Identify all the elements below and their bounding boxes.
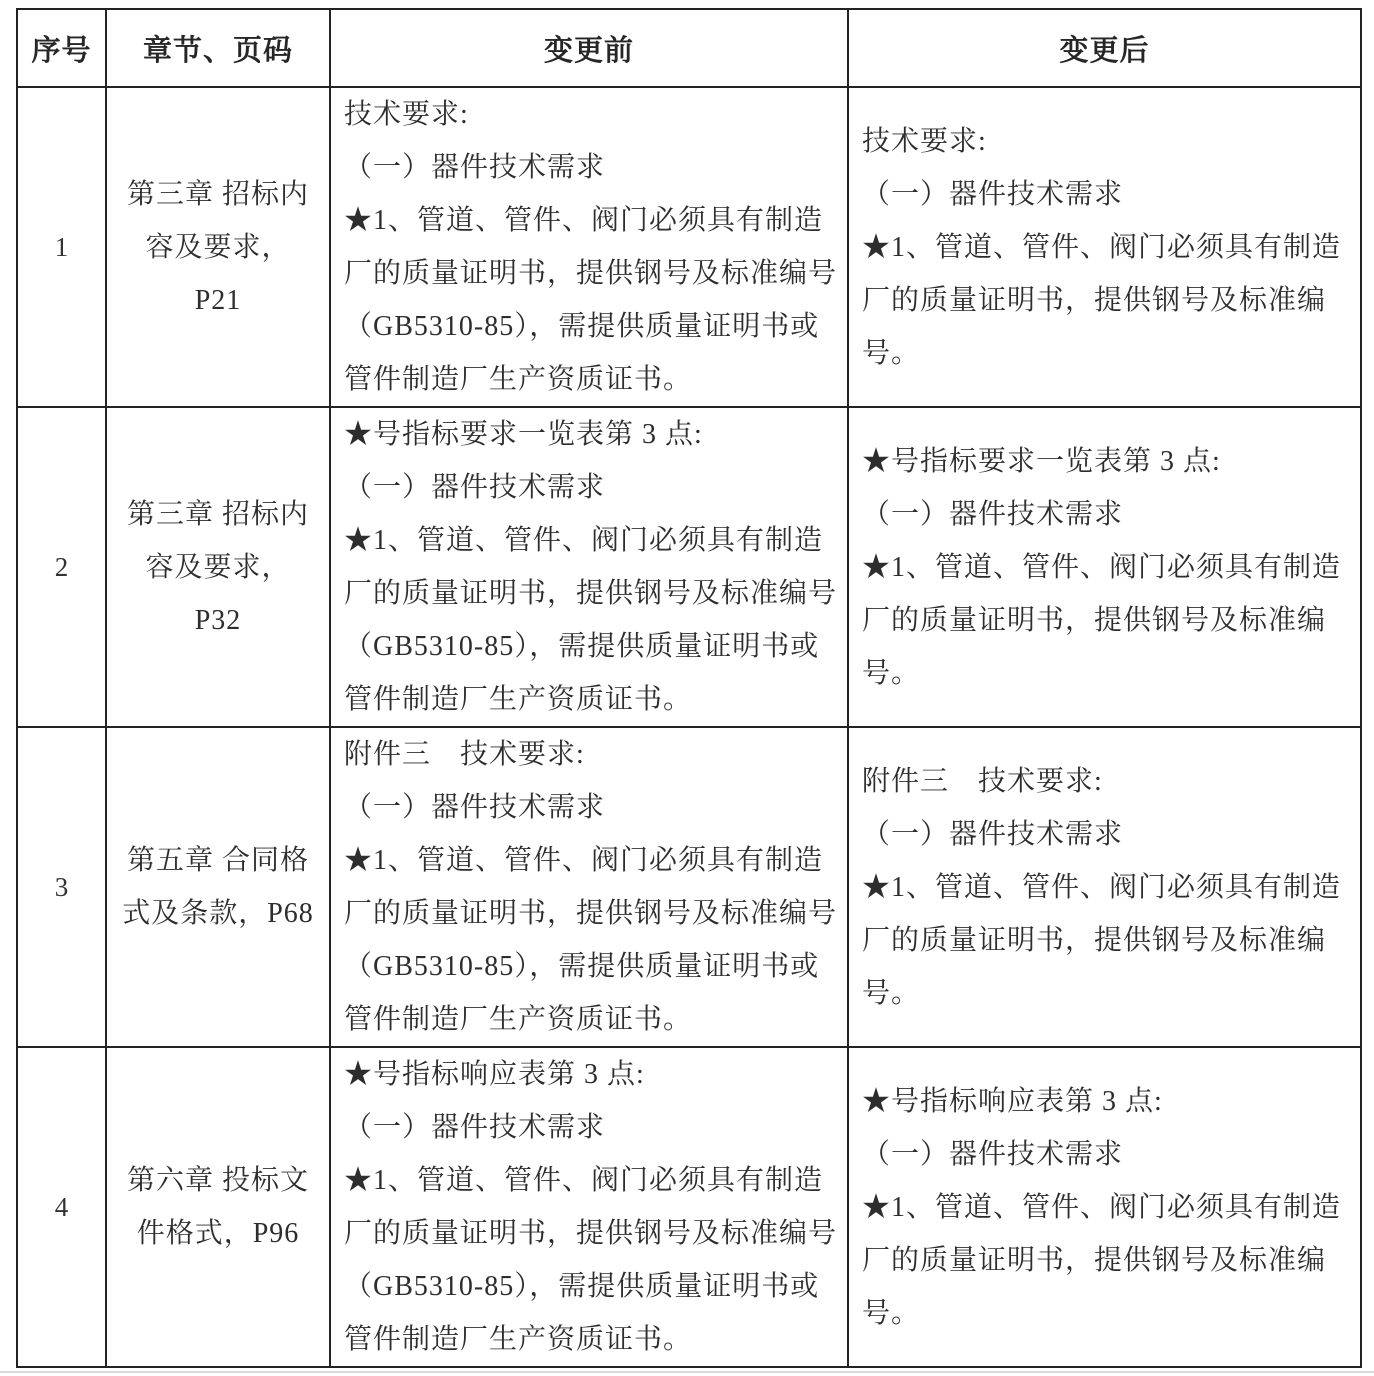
before-change-paragraph: （一）器件技术需求 <box>344 152 606 183</box>
chapter-page-line: P21 <box>194 284 242 316</box>
before-change-paragraph: ★号指标要求一览表第 3 点: <box>344 419 703 450</box>
header-chapter-page: 章节、页码 <box>106 9 330 87</box>
table-row <box>17 407 1361 727</box>
before-change-cell <box>330 727 848 1047</box>
before-change-paragraph: ★1、管道、管件、阀门必须具有制造厂的质量证明书，提供钢号及标准编号（GB5310-85），需提供质量证明书或管件制造厂生产资质证书。 <box>344 845 838 1035</box>
before-change-cell <box>330 1047 848 1367</box>
before-change-paragraph: （一）器件技术需求 <box>344 1112 606 1143</box>
chapter-page-cell <box>106 1047 330 1367</box>
row-number-cell: 2 <box>17 407 106 727</box>
before-change-paragraph: （一）器件技术需求 <box>344 472 606 503</box>
before-change-cell <box>330 407 848 727</box>
before-change-cell <box>330 87 848 407</box>
chapter-page-line: P32 <box>194 604 242 636</box>
table-row <box>17 1047 1361 1367</box>
after-change-paragraph: （一）器件技术需求 <box>862 1138 1124 1170</box>
before-change-paragraph: ★1、管道、管件、阀门必须具有制造厂的质量证明书，提供钢号及标准编号（GB5310-85），需提供质量证明书或管件制造厂生产资质证书。 <box>344 205 838 395</box>
after-change-cell <box>848 87 1361 407</box>
page-bottom-scan-line <box>0 1371 1374 1373</box>
after-change-paragraph: （一）器件技术需求 <box>862 178 1124 210</box>
chapter-page-cell <box>106 87 330 407</box>
after-change-cell <box>848 727 1361 1047</box>
before-change-paragraph: 技术要求: <box>344 99 469 130</box>
header-serial-number: 序号 <box>17 9 106 87</box>
after-change-paragraph: ★1、管道、管件、阀门必须具有制造厂的质量证明书，提供钢号及标准编号。 <box>862 551 1342 689</box>
before-change-paragraph: ★号指标响应表第 3 点: <box>344 1059 645 1090</box>
chapter-page-line: 容及要求， <box>145 551 291 583</box>
after-change-cell <box>848 1047 1361 1367</box>
chapter-page-line: 第六章 投标文 <box>126 1165 309 1196</box>
header-row <box>17 9 1361 87</box>
chapter-page-line: 第三章 招标内 <box>126 178 309 210</box>
after-change-paragraph: ★号指标响应表第 3 点: <box>862 1085 1163 1117</box>
row-number-cell: 4 <box>17 1047 106 1367</box>
after-change-paragraph: 技术要求: <box>862 125 987 157</box>
after-change-paragraph: 附件三 技术要求: <box>862 765 1103 797</box>
chapter-page-line: 第三章 招标内 <box>126 498 309 530</box>
after-change-paragraph: ★1、管道、管件、阀门必须具有制造厂的质量证明书，提供钢号及标准编号。 <box>862 231 1342 369</box>
after-change-paragraph: ★1、管道、管件、阀门必须具有制造厂的质量证明书，提供钢号及标准编号。 <box>862 871 1342 1009</box>
before-change-paragraph: 附件三 技术要求: <box>344 739 585 770</box>
header-before-change: 变更前 <box>330 9 848 87</box>
change-log-table <box>16 8 1362 1368</box>
before-change-paragraph: ★1、管道、管件、阀门必须具有制造厂的质量证明书，提供钢号及标准编号（GB5310-85），需提供质量证明书或管件制造厂生产资质证书。 <box>344 1165 838 1355</box>
row-number-cell: 1 <box>17 87 106 407</box>
after-change-paragraph: ★号指标要求一览表第 3 点: <box>862 445 1221 477</box>
table-row <box>17 727 1361 1047</box>
chapter-page-line: 式及条款，P68 <box>122 898 314 929</box>
after-change-cell <box>848 407 1361 727</box>
after-change-paragraph: （一）器件技术需求 <box>862 818 1124 850</box>
header-after-change: 变更后 <box>848 9 1361 87</box>
after-change-paragraph: （一）器件技术需求 <box>862 498 1124 530</box>
chapter-page-line: 件格式，P96 <box>136 1218 300 1249</box>
chapter-page-cell <box>106 727 330 1047</box>
table-row <box>17 87 1361 407</box>
before-change-paragraph: ★1、管道、管件、阀门必须具有制造厂的质量证明书，提供钢号及标准编号（GB5310-85），需提供质量证明书或管件制造厂生产资质证书。 <box>344 525 838 715</box>
chapter-page-cell <box>106 407 330 727</box>
chapter-page-line: 第五章 合同格 <box>126 845 309 876</box>
after-change-paragraph: ★1、管道、管件、阀门必须具有制造厂的质量证明书，提供钢号及标准编号。 <box>862 1191 1342 1329</box>
before-change-paragraph: （一）器件技术需求 <box>344 792 606 823</box>
chapter-page-line: 容及要求， <box>145 231 291 263</box>
row-number-cell: 3 <box>17 727 106 1047</box>
